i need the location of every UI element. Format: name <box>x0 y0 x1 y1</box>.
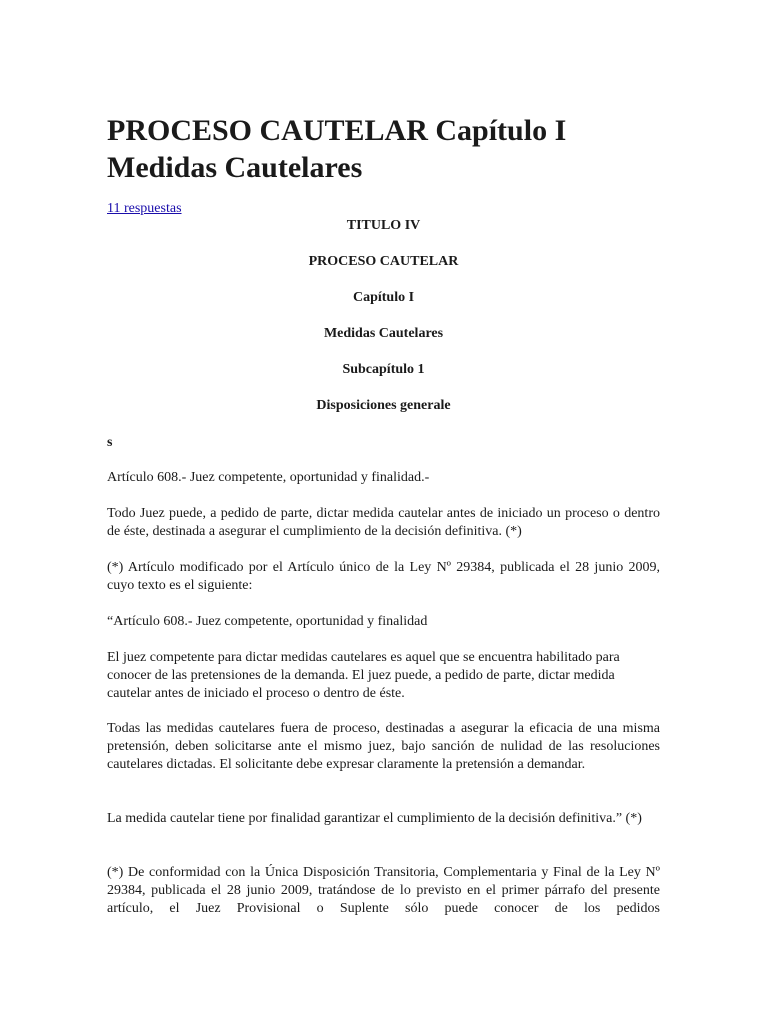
paragraph-article-heading: Artículo 608.- Juez competente, oportunidad y finalidad.- <box>107 470 430 485</box>
heading-titulo: TITULO IV <box>346 218 421 233</box>
replies-link[interactable]: 11 respuestas <box>107 201 182 216</box>
heading-medidas-cautelares: Medidas Cautelares <box>323 326 444 341</box>
heading-proceso-cautelar: PROCESO CAUTELAR <box>308 254 459 269</box>
heading-subcapitulo: Subcapítulo 1 <box>342 362 425 377</box>
paragraph-same-judge: Todas las medidas cautelares fuera de proceso, destinadas a asegurar la eficacia de una misma pretensión, deben solicitarse ante el mismo juez, bajo sanción de nulidad de las resoluciones cautelares dictadas. El solicitante debe expresar claramente la pretensión a demandar. <box>107 721 660 772</box>
stray-character: s <box>107 435 113 450</box>
heading-capitulo: Capítulo I <box>352 290 415 305</box>
paragraph-transitory-provision: (*) De conformidad con la Única Disposición Transitoria, Complementaria y Final de la Ley Nº 29384, publicada el 28 junio 2009, tratándose de lo previsto en el primer párrafo del presente artículo, el Juez Provisional o Suplente sólo puede conocer de los pedidos <box>107 865 660 916</box>
paragraph-original-text: Todo Juez puede, a pedido de parte, dictar medida cautelar antes de iniciado un proceso o dentro de éste, destinada a asegurar el cumplimiento de la decisión definitiva. (*) <box>107 506 660 539</box>
document-title: PROCESO CAUTELAR Capítulo I Medidas Cautelares <box>107 114 567 184</box>
paragraph-modification-note: (*) Artículo modificado por el Artículo único de la Ley Nº 29384, publicada el 28 junio 2009, cuyo texto es el siguiente: <box>107 560 660 593</box>
paragraph-competent-judge: El juez competente para dictar medidas cautelares es aquel que se encuentra habilitado para conocer de las pretensiones de la demanda. El juez puede, a pedido de parte, dictar medida cautelar antes de iniciado el proceso o dentro de éste. <box>107 650 620 701</box>
paragraph-quoted-heading: “Artículo 608.- Juez competente, oportunidad y finalidad <box>107 614 428 629</box>
heading-disposiciones: Disposiciones generale <box>316 398 451 413</box>
paragraph-finality: La medida cautelar tiene por finalidad garantizar el cumplimiento de la decisión definitiva.” (*) <box>107 811 642 826</box>
